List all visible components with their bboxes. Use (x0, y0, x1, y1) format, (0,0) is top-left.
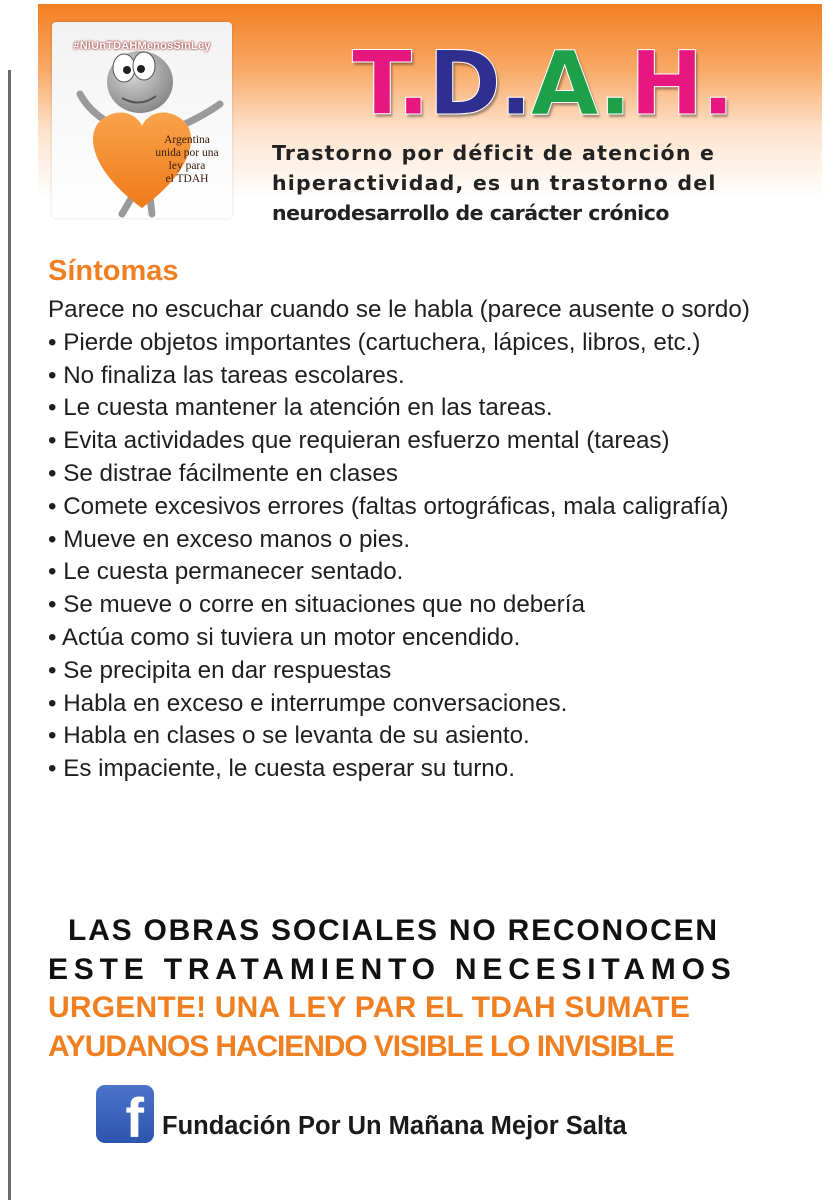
left-border-line (8, 70, 11, 1200)
symptom-item: • Le cuesta mantener la atención en las tareas. (48, 394, 553, 422)
definition-line: hiperactividad, es un trastorno del (272, 171, 717, 195)
symptoms-heading: Síntomas (48, 255, 179, 287)
symptom-item: • Se precipita en dar respuestas (48, 656, 392, 684)
definition-line: neurodesarrollo de carácter crónico (272, 201, 669, 225)
symptom-item: • Se distrae fácilmente en clases (48, 459, 398, 487)
title-letter-h: H. (629, 32, 733, 135)
symptom-item: • Comete excesivos errores (faltas ortográficas, mala caligrafía) (48, 492, 729, 520)
foundation-name[interactable]: Fundación Por Un Mañana Mejor Salta (162, 1112, 627, 1140)
heart-line: Argentina (164, 134, 210, 146)
title-letter-d: D. (428, 32, 531, 135)
symptom-item: • Es impaciente, le cuesta esperar su turno. (48, 755, 515, 783)
hashtag-text: #NiUnTDAHMenosSinLey (73, 40, 211, 52)
symptom-item: • Evita actividades que requieran esfuerzo mental (tareas) (48, 427, 670, 455)
definition-line: Trastorno por déficit de atención e (272, 141, 716, 165)
symptom-item: • Se mueve o corre en situaciones que no debería (48, 591, 585, 619)
symptoms-list (48, 294, 818, 786)
cta-line: ESTE TRATAMIENTO NECESITAMOS (48, 952, 737, 986)
symptom-item: • Actúa como si tuviera un motor encendido. (48, 623, 521, 651)
title-letter-a: A. (530, 32, 630, 135)
cta-line-urgent: URGENTE! UNA LEY PAR EL TDAH SUMATE (48, 991, 691, 1024)
heart-line: el TDAH (165, 173, 209, 185)
symptom-item: • Pierde objetos importantes (cartuchera, lápices, libros, etc.) (48, 328, 701, 356)
heart-message (142, 134, 232, 186)
facebook-icon[interactable]: f (96, 1085, 154, 1143)
symptom-item: • Mueve en exceso manos o pies. (48, 525, 411, 553)
symptom-item: • Habla en clases o se levanta de su asiento. (48, 722, 530, 750)
cta-line-urgent: AYUDANOS HACIENDO VISIBLE LO INVISIBLE (48, 1029, 674, 1063)
symptom-item: • No finaliza las tareas escolares. (48, 361, 405, 389)
title-letter-t: T. (352, 32, 429, 135)
tdah-title (352, 32, 733, 135)
symptom-item: • Habla en exceso e interrumpe conversaciones. (48, 689, 568, 717)
heart-line: unida por una (155, 147, 219, 159)
definition-text (272, 138, 812, 228)
symptom-item: • Le cuesta permanecer sentado. (48, 558, 404, 586)
campaign-logo (52, 22, 232, 218)
symptom-item: Parece no escuchar cuando se le habla (parece ausente o sordo) (48, 296, 750, 323)
cta-line: LAS OBRAS SOCIALES NO RECONOCEN (68, 914, 719, 947)
heart-line: ley para (168, 160, 206, 172)
call-to-action (48, 912, 828, 1066)
